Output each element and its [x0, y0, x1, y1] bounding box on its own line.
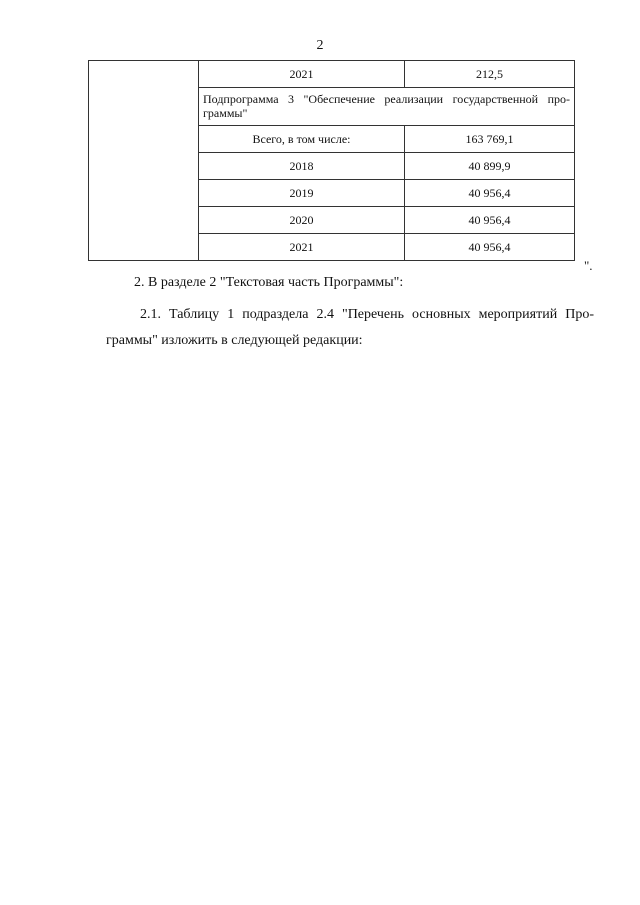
- amount-cell: 40 956,4: [405, 180, 575, 207]
- total-amount-cell: 163 769,1: [405, 126, 575, 153]
- subprogram-title-cell: Подпрограмма 3 "Обеспечение реализации государственной про-граммы": [199, 88, 575, 126]
- amount-cell: 40 899,9: [405, 153, 575, 180]
- amount-cell: 40 956,4: [405, 207, 575, 234]
- paragraph-section-2: 2. В разделе 2 "Текстовая часть Программы":: [134, 275, 404, 290]
- year-cell: 2018: [199, 153, 405, 180]
- table-row: [89, 61, 575, 88]
- page-number: 2: [316, 38, 324, 53]
- year-cell: 2021: [199, 61, 405, 88]
- funding-table: [88, 60, 575, 261]
- closing-quote: ".: [584, 258, 593, 273]
- paragraph-table-1-instruction: 2.1. Таблицу 1 подраздела 2.4 "Перечень основных мероприятий Про-граммы" изложить в следующей редакции:: [106, 307, 594, 348]
- merged-left-cell: [89, 61, 199, 261]
- year-cell: 2019: [199, 180, 405, 207]
- total-label-cell: Всего, в том числе:: [199, 126, 405, 153]
- amount-cell: 40 956,4: [405, 234, 575, 261]
- year-cell: 2020: [199, 207, 405, 234]
- amount-cell: 212,5: [405, 61, 575, 88]
- year-cell: 2021: [199, 234, 405, 261]
